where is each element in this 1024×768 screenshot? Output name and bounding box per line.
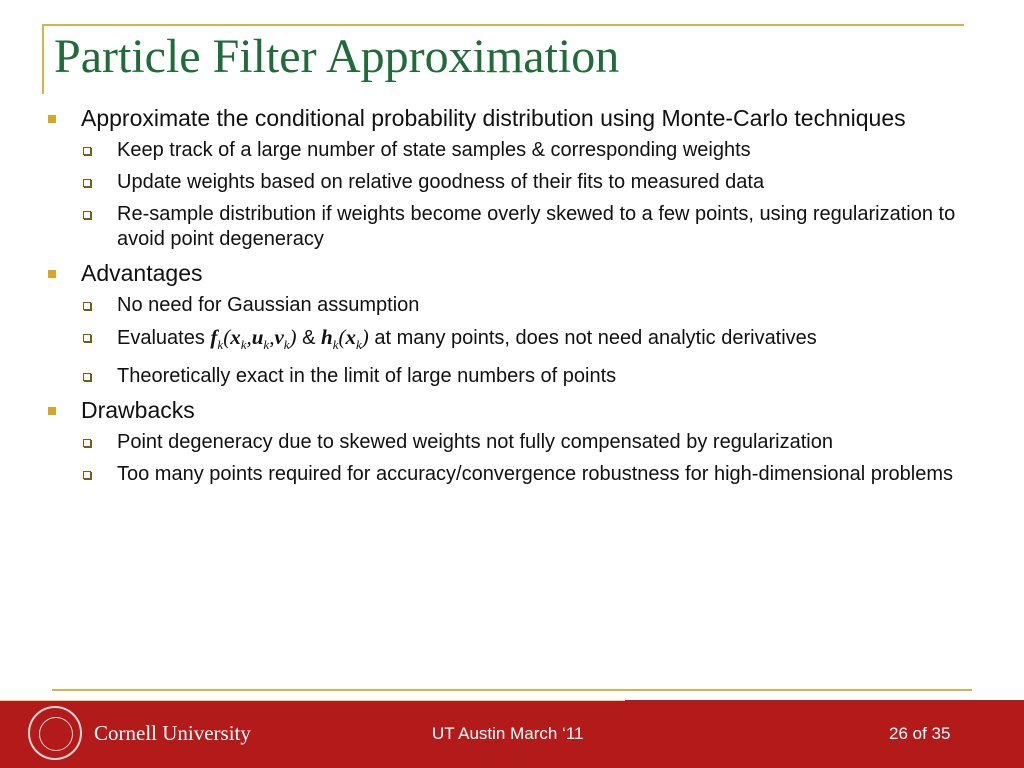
sub-bullet-evaluates: [48, 325, 978, 357]
hollow-square-bullet-icon: [83, 373, 91, 381]
ampersand: &: [302, 327, 316, 349]
bullet-approximate: [48, 104, 978, 133]
hollow-square-bullet-icon: [83, 334, 91, 342]
square-bullet-icon: [48, 270, 56, 278]
square-bullet-icon: [48, 407, 56, 415]
hollow-square-bullet-icon: [83, 147, 91, 155]
sub-bullet-track-samples: [48, 138, 978, 163]
hollow-square-bullet-icon: [83, 439, 91, 447]
sub-bullet-text-prefix: Evaluates: [117, 327, 205, 349]
sub-bullet-update-weights: [48, 170, 978, 195]
sub-bullet-text: No need for Gaussian assumption: [117, 294, 420, 316]
page-number: 26 of 35: [889, 724, 951, 743]
slide-title: Particle Filter Approximation: [54, 30, 620, 83]
sub-bullet-too-many-points: [48, 462, 978, 487]
sub-bullet-text: Too many points required for accuracy/convergence robustness for high-dimensional problems: [117, 463, 953, 486]
hollow-square-bullet-icon: [83, 302, 91, 310]
title-frame-left-rule: [42, 24, 44, 94]
math-f-function: $f_k(x_k,u_k,v_k)$: [210, 325, 297, 353]
sub-bullet-text: Update weights based on relative goodness of their fits to measured data: [117, 171, 765, 193]
sub-bullet-theoretically-exact: [48, 364, 978, 389]
bullet-text: Advantages: [81, 260, 203, 286]
university-name: Cornell University: [94, 721, 251, 745]
footer-top-highlight: [0, 700, 625, 701]
sub-bullet-resample: [48, 202, 978, 252]
bullet-text: Approximate the conditional probability distribution using Monte-Carlo techniques: [81, 105, 906, 131]
math-h-function: $h_k(x_k)$: [321, 325, 369, 353]
bullet-text: Drawbacks: [81, 397, 195, 424]
sub-bullet-no-gaussian: [48, 293, 978, 318]
hollow-square-bullet-icon: [83, 211, 91, 219]
bullet-advantages: [48, 259, 978, 288]
hollow-square-bullet-icon: [83, 179, 91, 187]
square-bullet-icon: [48, 115, 56, 123]
sub-bullet-text-suffix: at many points, does not need analytic derivatives: [374, 327, 817, 349]
footer-gold-rule: [52, 689, 972, 691]
sub-bullet-text: Keep track of a large number of state samples & corresponding weights: [117, 139, 751, 161]
hollow-square-bullet-icon: [83, 471, 91, 479]
bullet-drawbacks: [48, 396, 978, 425]
footer-event: UT Austin March ‘11: [432, 724, 584, 743]
sub-bullet-text: Re-sample distribution if weights become overly skewed to a few points, using regularization to avoid point degeneracy: [117, 203, 956, 250]
sub-bullet-point-degeneracy: [48, 430, 978, 455]
sub-bullet-text: Point degeneracy due to skewed weights not fully compensated by regularization: [117, 431, 833, 454]
cornell-seal-icon: [28, 706, 82, 760]
slide-body: [48, 104, 978, 494]
sub-bullet-text: Theoretically exact in the limit of large numbers of points: [117, 365, 617, 388]
title-frame-top-rule: [42, 24, 964, 26]
